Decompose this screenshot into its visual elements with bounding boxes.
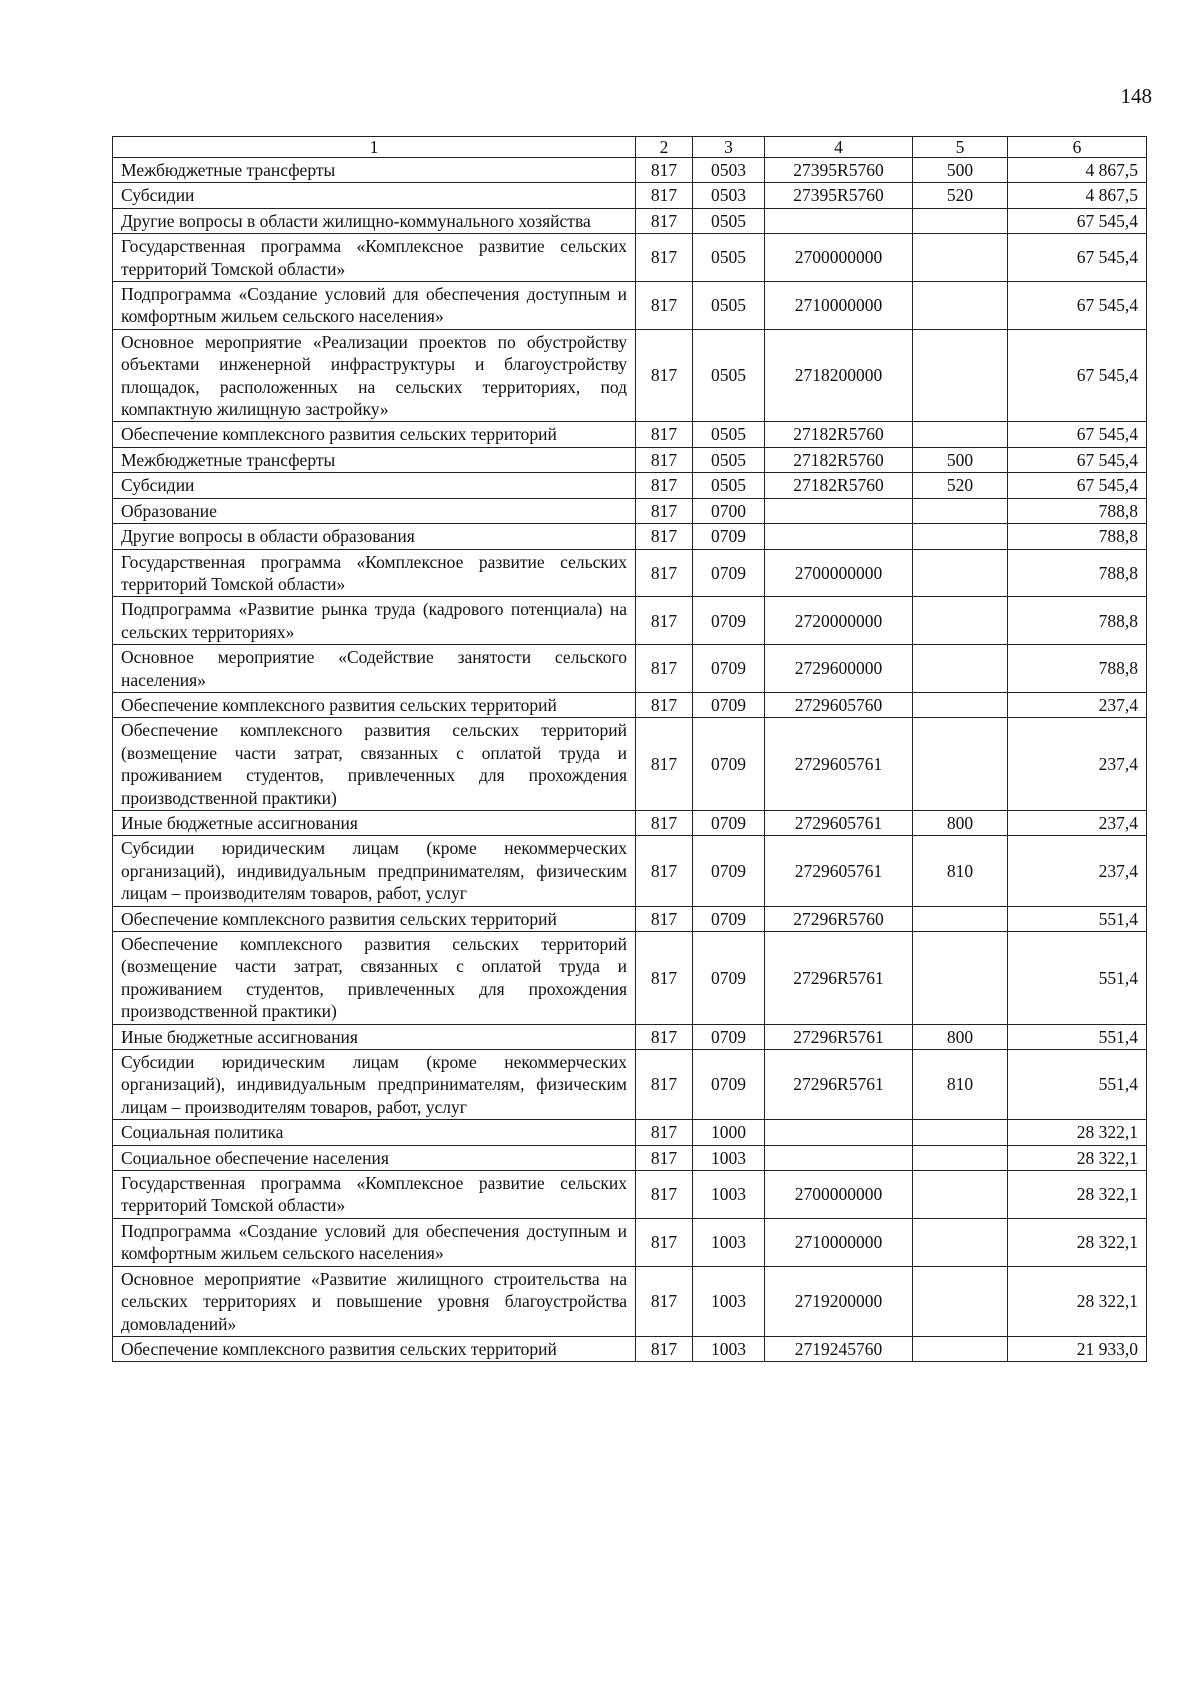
row-expense-type-cell [913,1120,1008,1145]
row-section-code-cell: 0503 [693,158,765,183]
row-ministry-code-cell: 817 [636,692,693,717]
row-ministry-code-cell: 817 [636,282,693,330]
row-name-cell: Обеспечение комплексного развития сельских территорий (возмещение части затрат, связанных с оплатой труда и проживанием студентов, привлеченных для прохождения производственной практики) [113,932,636,1025]
row-target-item-cell [765,524,913,549]
row-expense-type-cell [913,1336,1008,1361]
row-name-cell: Подпрограмма «Создание условий для обеспечения доступным и комфортным жильем сельского населения» [113,1218,636,1266]
row-amount-cell: 67 545,4 [1008,234,1147,282]
row-expense-type-cell: 500 [913,158,1008,183]
row-target-item-cell: 2710000000 [765,282,913,330]
row-expense-type-cell [913,645,1008,693]
row-ministry-code-cell: 817 [636,1218,693,1266]
table-row [113,1218,1147,1266]
table-row [113,906,1147,931]
row-ministry-code-cell: 817 [636,645,693,693]
row-section-code-cell: 0505 [693,282,765,330]
table-row [113,1120,1147,1145]
row-expense-type-cell [913,208,1008,233]
row-amount-cell: 28 322,1 [1008,1171,1147,1219]
row-ministry-code-cell: 817 [636,158,693,183]
row-target-item-cell [765,498,913,523]
row-expense-type-cell [913,549,1008,597]
row-section-code-cell: 0505 [693,422,765,447]
row-expense-type-cell [913,498,1008,523]
row-section-code-cell: 0709 [693,1024,765,1049]
table-row [113,1024,1147,1049]
row-section-code-cell: 0709 [693,1050,765,1120]
table-header-row [113,137,1147,158]
row-section-code-cell: 1003 [693,1266,765,1336]
row-expense-type-cell [913,1218,1008,1266]
row-ministry-code-cell: 817 [636,422,693,447]
row-target-item-cell: 27182R5760 [765,447,913,472]
row-expense-type-cell [913,932,1008,1025]
row-section-code-cell: 0505 [693,447,765,472]
row-name-cell: Иные бюджетные ассигнования [113,810,636,835]
row-name-cell: Другие вопросы в области жилищно-коммунального хозяйства [113,208,636,233]
row-expense-type-cell [913,234,1008,282]
row-name-cell: Межбюджетные трансферты [113,158,636,183]
row-target-item-cell: 2710000000 [765,1218,913,1266]
row-target-item-cell: 27182R5760 [765,422,913,447]
row-target-item-cell: 2729600000 [765,645,913,693]
row-expense-type-cell: 520 [913,183,1008,208]
row-ministry-code-cell: 817 [636,208,693,233]
row-target-item-cell [765,1120,913,1145]
row-name-cell: Основное мероприятие «Развитие жилищного строительства на сельских территориях и повышение уровня благоустройства домовладений» [113,1266,636,1336]
row-target-item-cell: 27296R5760 [765,906,913,931]
table-row [113,524,1147,549]
row-target-item-cell: 2719245760 [765,1336,913,1361]
row-amount-cell: 67 545,4 [1008,447,1147,472]
table-row [113,932,1147,1025]
row-ministry-code-cell: 817 [636,1050,693,1120]
row-target-item-cell: 27296R5761 [765,1024,913,1049]
row-section-code-cell: 0505 [693,473,765,498]
row-ministry-code-cell: 817 [636,183,693,208]
table-row [113,645,1147,693]
row-ministry-code-cell: 817 [636,597,693,645]
table-row [113,692,1147,717]
header-cell: 5 [913,137,1008,158]
row-amount-cell: 551,4 [1008,1024,1147,1049]
table-row [113,234,1147,282]
row-ministry-code-cell: 817 [636,447,693,472]
row-target-item-cell: 27182R5760 [765,473,913,498]
row-target-item-cell: 2729605761 [765,810,913,835]
table-row [113,718,1147,811]
table-row [113,158,1147,183]
table-row [113,549,1147,597]
row-section-code-cell: 0709 [693,524,765,549]
row-section-code-cell: 0505 [693,329,765,422]
row-name-cell: Социальная политика [113,1120,636,1145]
row-ministry-code-cell: 817 [636,836,693,906]
row-name-cell: Субсидии [113,473,636,498]
row-name-cell: Обеспечение комплексного развития сельских территорий (возмещение части затрат, связанных с оплатой труда и проживанием студентов, привлеченных для прохождения производственной практики) [113,718,636,811]
row-expense-type-cell [913,1266,1008,1336]
row-amount-cell: 4 867,5 [1008,158,1147,183]
row-amount-cell: 28 322,1 [1008,1266,1147,1336]
table-row [113,1145,1147,1170]
row-amount-cell: 551,4 [1008,906,1147,931]
row-expense-type-cell: 800 [913,810,1008,835]
row-name-cell: Обеспечение комплексного развития сельских территорий [113,422,636,447]
row-target-item-cell: 27296R5761 [765,1050,913,1120]
row-amount-cell: 788,8 [1008,549,1147,597]
row-section-code-cell: 0505 [693,234,765,282]
row-name-cell: Субсидии юридическим лицам (кроме некоммерческих организаций), индивидуальным предпринимателям, физическим лицам – производителям товаров, работ, услуг [113,1050,636,1120]
row-amount-cell: 4 867,5 [1008,183,1147,208]
table-row [113,473,1147,498]
row-amount-cell: 551,4 [1008,1050,1147,1120]
row-target-item-cell: 2700000000 [765,234,913,282]
row-amount-cell: 237,4 [1008,836,1147,906]
row-expense-type-cell [913,282,1008,330]
row-name-cell: Государственная программа «Комплексное развитие сельских территорий Томской области» [113,234,636,282]
header-cell: 3 [693,137,765,158]
row-name-cell: Государственная программа «Комплексное развитие сельских территорий Томской области» [113,549,636,597]
table-row [113,810,1147,835]
row-name-cell: Государственная программа «Комплексное развитие сельских территорий Томской области» [113,1171,636,1219]
table-row [113,1171,1147,1219]
row-expense-type-cell [913,597,1008,645]
row-target-item-cell: 2729605760 [765,692,913,717]
row-expense-type-cell [913,692,1008,717]
row-name-cell: Подпрограмма «Создание условий для обеспечения доступным и комфортным жильем сельского населения» [113,282,636,330]
row-section-code-cell: 1003 [693,1336,765,1361]
row-section-code-cell: 0709 [693,692,765,717]
row-amount-cell: 237,4 [1008,692,1147,717]
table-row [113,1336,1147,1361]
row-name-cell: Иные бюджетные ассигнования [113,1024,636,1049]
row-ministry-code-cell: 817 [636,498,693,523]
row-amount-cell: 788,8 [1008,597,1147,645]
table-row [113,1050,1147,1120]
row-ministry-code-cell: 817 [636,810,693,835]
row-target-item-cell: 2700000000 [765,549,913,597]
row-target-item-cell: 2718200000 [765,329,913,422]
row-section-code-cell: 0709 [693,645,765,693]
row-amount-cell: 67 545,4 [1008,208,1147,233]
row-name-cell: Обеспечение комплексного развития сельских территорий [113,1336,636,1361]
row-name-cell: Образование [113,498,636,523]
row-amount-cell: 551,4 [1008,932,1147,1025]
row-expense-type-cell [913,329,1008,422]
row-section-code-cell: 0700 [693,498,765,523]
table-row [113,597,1147,645]
row-expense-type-cell: 810 [913,836,1008,906]
row-name-cell: Другие вопросы в области образования [113,524,636,549]
row-section-code-cell: 0709 [693,718,765,811]
row-name-cell: Основное мероприятие «Содействие занятости сельского населения» [113,645,636,693]
row-ministry-code-cell: 817 [636,718,693,811]
row-amount-cell: 67 545,4 [1008,282,1147,330]
table-row [113,183,1147,208]
row-ministry-code-cell: 817 [636,1336,693,1361]
row-target-item-cell [765,1145,913,1170]
row-ministry-code-cell: 817 [636,234,693,282]
row-expense-type-cell [913,422,1008,447]
row-section-code-cell: 0709 [693,810,765,835]
row-name-cell: Межбюджетные трансферты [113,447,636,472]
row-expense-type-cell: 810 [913,1050,1008,1120]
row-section-code-cell: 0709 [693,597,765,645]
table-row [113,282,1147,330]
page-number: 148 [1120,84,1152,108]
row-section-code-cell: 1000 [693,1120,765,1145]
row-amount-cell: 788,8 [1008,524,1147,549]
budget-table [112,136,1147,1362]
row-expense-type-cell: 520 [913,473,1008,498]
row-section-code-cell: 1003 [693,1171,765,1219]
table-row [113,329,1147,422]
header-cell: 1 [113,137,636,158]
row-target-item-cell: 2700000000 [765,1171,913,1219]
row-amount-cell: 67 545,4 [1008,422,1147,447]
row-amount-cell: 67 545,4 [1008,473,1147,498]
table-row [113,447,1147,472]
header-cell: 2 [636,137,693,158]
row-expense-type-cell [913,524,1008,549]
row-expense-type-cell [913,1171,1008,1219]
row-ministry-code-cell: 817 [636,524,693,549]
row-ministry-code-cell: 817 [636,473,693,498]
row-section-code-cell: 1003 [693,1145,765,1170]
row-name-cell: Подпрограмма «Развитие рынка труда (кадрового потенциала) на сельских территориях» [113,597,636,645]
row-target-item-cell: 2719200000 [765,1266,913,1336]
header-cell: 6 [1008,137,1147,158]
row-section-code-cell: 0709 [693,549,765,597]
row-ministry-code-cell: 817 [636,1120,693,1145]
row-amount-cell: 28 322,1 [1008,1120,1147,1145]
row-ministry-code-cell: 817 [636,1171,693,1219]
row-amount-cell: 67 545,4 [1008,329,1147,422]
row-ministry-code-cell: 817 [636,549,693,597]
row-target-item-cell: 27395R5760 [765,158,913,183]
table-row [113,208,1147,233]
row-name-cell: Субсидии [113,183,636,208]
row-section-code-cell: 0709 [693,836,765,906]
row-ministry-code-cell: 817 [636,1266,693,1336]
row-name-cell: Основное мероприятие «Реализации проектов по обустройству объектами инженерной инфраструктуры и благоустройству площадок, расположенных на сельских территориях, под компактную жилищную застройку» [113,329,636,422]
row-amount-cell: 21 933,0 [1008,1336,1147,1361]
table-row [113,836,1147,906]
row-amount-cell: 788,8 [1008,645,1147,693]
row-ministry-code-cell: 817 [636,1024,693,1049]
header-cell: 4 [765,137,913,158]
row-expense-type-cell [913,906,1008,931]
row-ministry-code-cell: 817 [636,1145,693,1170]
row-ministry-code-cell: 817 [636,329,693,422]
row-amount-cell: 28 322,1 [1008,1145,1147,1170]
row-target-item-cell [765,208,913,233]
row-target-item-cell: 2720000000 [765,597,913,645]
row-expense-type-cell [913,1145,1008,1170]
row-section-code-cell: 0503 [693,183,765,208]
row-name-cell: Обеспечение комплексного развития сельских территорий [113,906,636,931]
table-row [113,422,1147,447]
row-name-cell: Субсидии юридическим лицам (кроме некоммерческих организаций), индивидуальным предпринимателям, физическим лицам – производителям товаров, работ, услуг [113,836,636,906]
row-amount-cell: 237,4 [1008,718,1147,811]
table-row [113,498,1147,523]
row-ministry-code-cell: 817 [636,932,693,1025]
table-row [113,1266,1147,1336]
row-expense-type-cell: 800 [913,1024,1008,1049]
row-target-item-cell: 27395R5760 [765,183,913,208]
row-target-item-cell: 2729605761 [765,718,913,811]
row-ministry-code-cell: 817 [636,906,693,931]
row-target-item-cell: 2729605761 [765,836,913,906]
row-expense-type-cell [913,718,1008,811]
row-expense-type-cell: 500 [913,447,1008,472]
row-name-cell: Обеспечение комплексного развития сельских территорий [113,692,636,717]
row-amount-cell: 788,8 [1008,498,1147,523]
row-section-code-cell: 0709 [693,906,765,931]
row-section-code-cell: 0709 [693,932,765,1025]
row-name-cell: Социальное обеспечение населения [113,1145,636,1170]
row-target-item-cell: 27296R5761 [765,932,913,1025]
row-section-code-cell: 0505 [693,208,765,233]
row-amount-cell: 28 322,1 [1008,1218,1147,1266]
row-section-code-cell: 1003 [693,1218,765,1266]
row-amount-cell: 237,4 [1008,810,1147,835]
